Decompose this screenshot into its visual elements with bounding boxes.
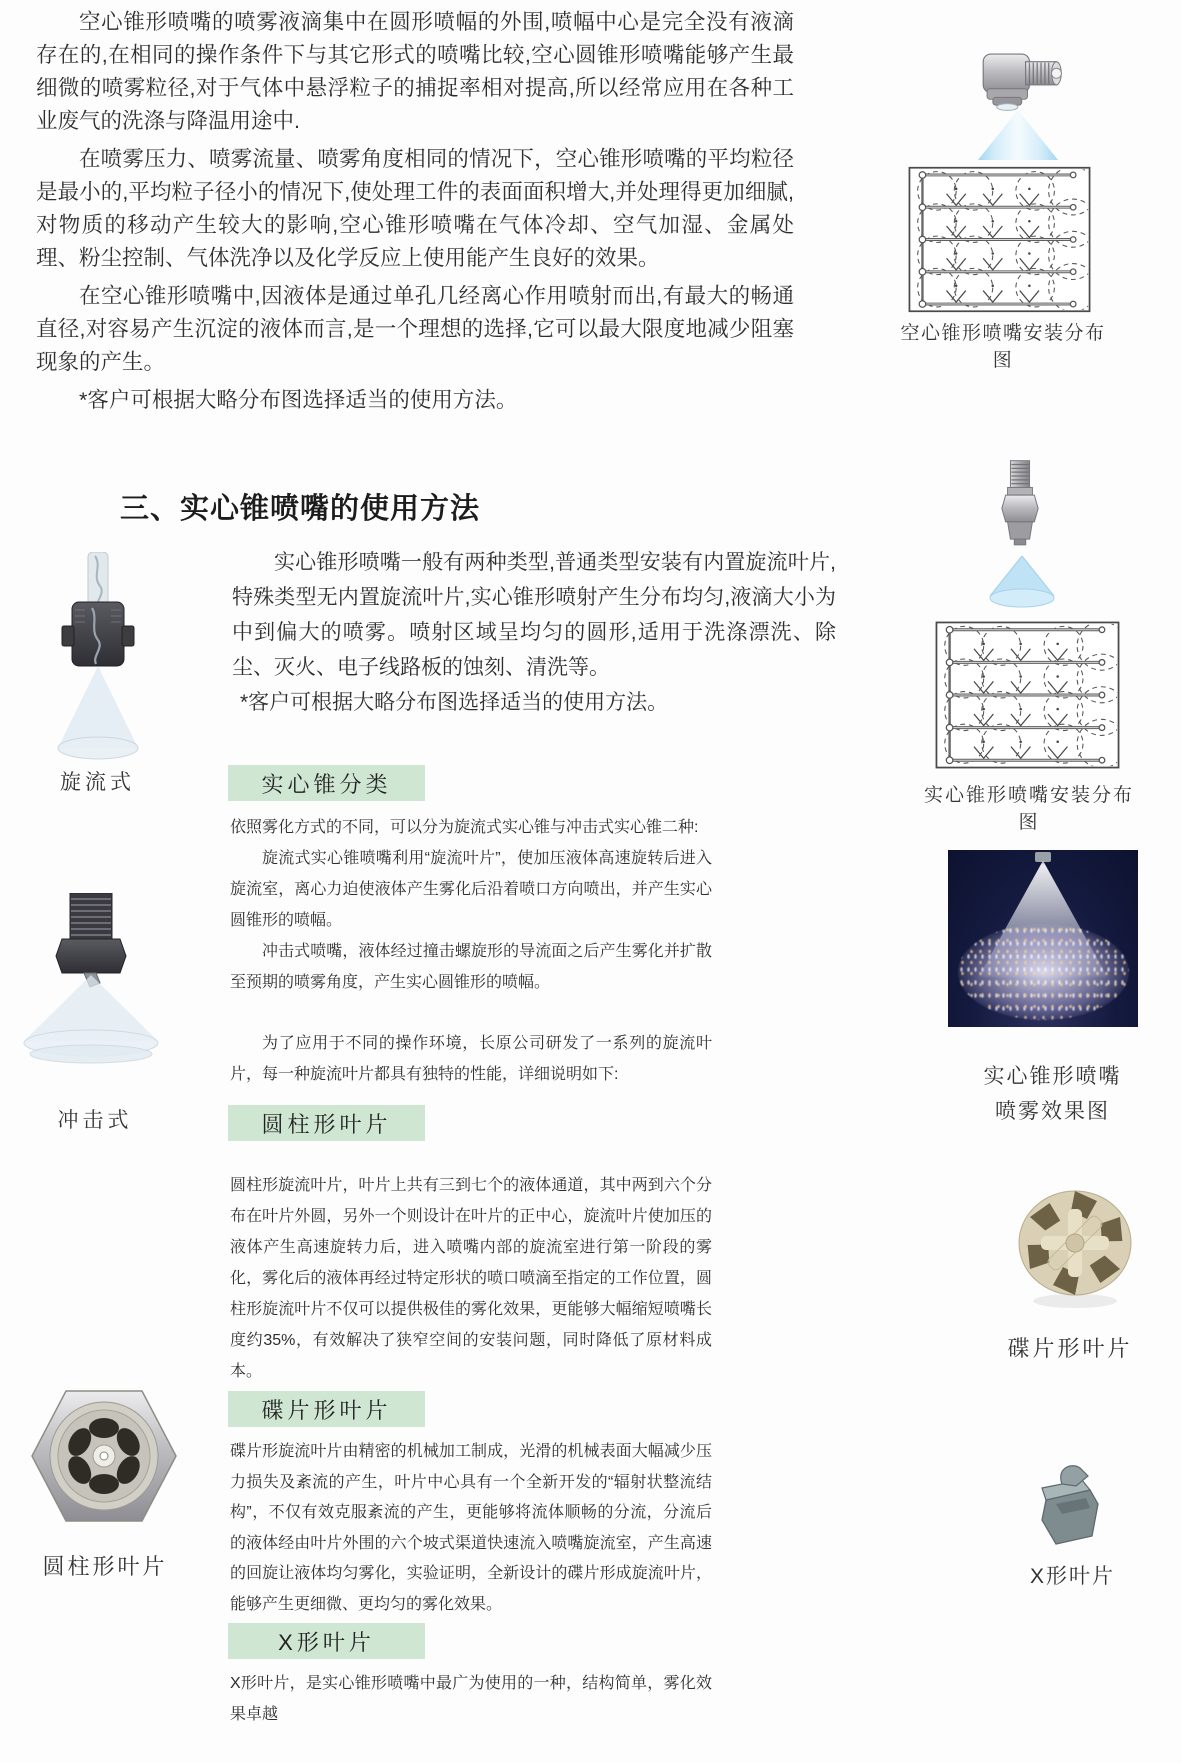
swirl-nozzle-photo [48, 552, 148, 764]
paragraph: 圆柱形旋流叶片，叶片上共有三到七个的液体通道，其中两到六个分布在叶片外圆，另外一个则设计在叶片的正中心，旋流叶片使加压的液体产生高速旋转力后，进入喷嘴内部的旋流室进行第一阶段的雾化，雾化后的液体再经过特定形状的喷口喷滴至指定的工作位置，圆柱形旋流叶片不仅可以提供极佳的雾化效果，更能够大幅缩短喷嘴长度约35%，有效解决了狭窄空间的安装问题，同时降低了原材料成本。 [230, 1177, 712, 1380]
paragraph: X形叶片，是实心锥形喷嘴中最广为使用的一种，结构简单，雾化效果卓越 [230, 1675, 712, 1723]
paragraph: 空心锥形喷嘴的喷雾液滴集中在圆形喷幅的外围,喷幅中心是完全没有液滴存在的,在相同的操作条件下与其它形式的喷嘴比较,空心圆锥形喷嘴能够产生最细微的喷雾粒径,对于气体中悬浮粒子的捕捉率相对提高,所以经常应用在各种工业废气的洗涤与降温用途中. [36, 10, 794, 133]
figure-caption: 空心锥形喷嘴安装分布图 [900, 323, 1106, 371]
header-x-vane: X形叶片 [228, 1623, 425, 1659]
disc-vane-text [230, 1437, 712, 1620]
header-classification: 实心锥分类 [228, 765, 425, 801]
solid-cone-intro [232, 545, 836, 720]
header-disc-vane: 碟片形叶片 [228, 1391, 425, 1427]
hollow-cone-distribution-diagram [908, 166, 1091, 313]
spray-mist-cloud [958, 924, 1129, 1020]
figure-caption: X形叶片 [1029, 1565, 1115, 1588]
interlude-text [230, 1028, 712, 1090]
solid-cone-distribution-diagram [935, 620, 1120, 770]
paragraph: 碟片形旋流叶片由精密的机械加工制成，光滑的机械表面大幅减少压力损失及紊流的产生，叶片中心具有一个全新开发的“辐射状整流结构”，不仅有效克服紊流的产生，更能够将流体顺畅的分流，分流后的液体经由叶片外围的六个坡式渠道快速流入喷嘴旋流室，产生高速的回旋让液体均匀雾化，实验证明，全新设计的碟片形成旋流叶片，能够产生更细微、更均匀的雾化效果。 [230, 1443, 712, 1613]
hollow-cone-text-block [36, 6, 794, 422]
figure-caption: 旋流式 [60, 771, 135, 794]
figure-caption: 实心锥形喷嘴安装分布图 [923, 785, 1134, 833]
figure-caption: 碟片形叶片 [1007, 1336, 1133, 1361]
paragraph: 为了应用于不同的操作环境，长原公司研发了一系列的旋流叶片，每一种旋流叶片都具有独特的性能，详细说明如下: [230, 1035, 712, 1083]
nozzle-tip [1035, 852, 1051, 862]
paragraph: 依照雾化方式的不同，可以分为旋流式实心锥与冲击式实心锥二种: [230, 819, 699, 836]
spray-effect-photo [948, 850, 1138, 1027]
x-vane-photo [1032, 1460, 1108, 1554]
footnote: *客户可根据大略分布图选择适当的使用方法。 [79, 388, 518, 412]
paragraph: 旋流式实心锥喷嘴利用“旋流叶片”，使加压液体高速旋转后进入旋流室，离心力迫使液体产生雾化后沿着喷口方向喷出，并产生实心圆锥形的喷幅。 [230, 850, 712, 929]
paragraph: 在喷雾压力、喷雾流量、喷雾角度相同的情况下，空心锥形喷嘴的平均粒径是最小的,平均粒子径小的情况下,使处理工件的表面面积增大,并处理得更加细腻,对物质的移动产生较大的影响,空心锥形喷嘴在气体冷却、空气加湿、金属处理、粉尘控制、气体洗净以及化学反应上使用能产生良好的效果。 [36, 147, 794, 270]
figure-caption: 冲击式 [57, 1109, 133, 1132]
footnote: *客户可根据大略分布图选择适当的使用方法。 [240, 691, 669, 714]
cylindrical-vane-text [230, 1170, 712, 1387]
hollow-cone-spray [972, 110, 1064, 160]
figure-caption-line2: 喷雾效果图 [995, 1100, 1110, 1123]
paragraph: 在空心锥形喷嘴中,因液体是通过单孔几经离心作用喷射而出,有最大的畅通直径,对容易产生沉淀的液体而言,是一个理想的选择,它可以最大限度地减少阻塞现象的产生。 [36, 284, 794, 374]
impact-nozzle-photo [18, 893, 164, 1093]
mist-speckles [958, 924, 1129, 1020]
figure-caption: 圆柱形叶片 [42, 1554, 168, 1579]
elbow-nozzle-illustration [962, 48, 1068, 114]
header-cylindrical-vane: 圆柱形叶片 [228, 1105, 425, 1141]
disc-vane-photo [1013, 1183, 1137, 1311]
figure-caption-line1: 实心锥形喷嘴 [983, 1065, 1122, 1088]
solid-nozzle-illustration [998, 458, 1042, 560]
solid-cone-spray [988, 556, 1056, 608]
classification-text [230, 812, 712, 998]
section-heading: 三、实心锥喷嘴的使用方法 [120, 493, 481, 525]
paragraph: 冲击式喷嘴，液体经过撞击螺旋形的导流面之后产生雾化并扩散至预期的喷雾角度，产生实心圆锥形的喷幅。 [230, 943, 712, 991]
cylindrical-vane-photo [28, 1385, 180, 1527]
x-vane-text [230, 1668, 712, 1730]
paragraph: 实心锥形喷嘴一般有两种类型,普通类型安装有内置旋流叶片,特殊类型无内置旋流叶片,实心锥形喷射产生分布均匀,液滴大小为中到偏大的喷雾。喷射区域呈均匀的圆形,适用于洗涤漂洗、除尘、灭火、电子线路板的蚀刻、清洗等。 [232, 551, 836, 679]
